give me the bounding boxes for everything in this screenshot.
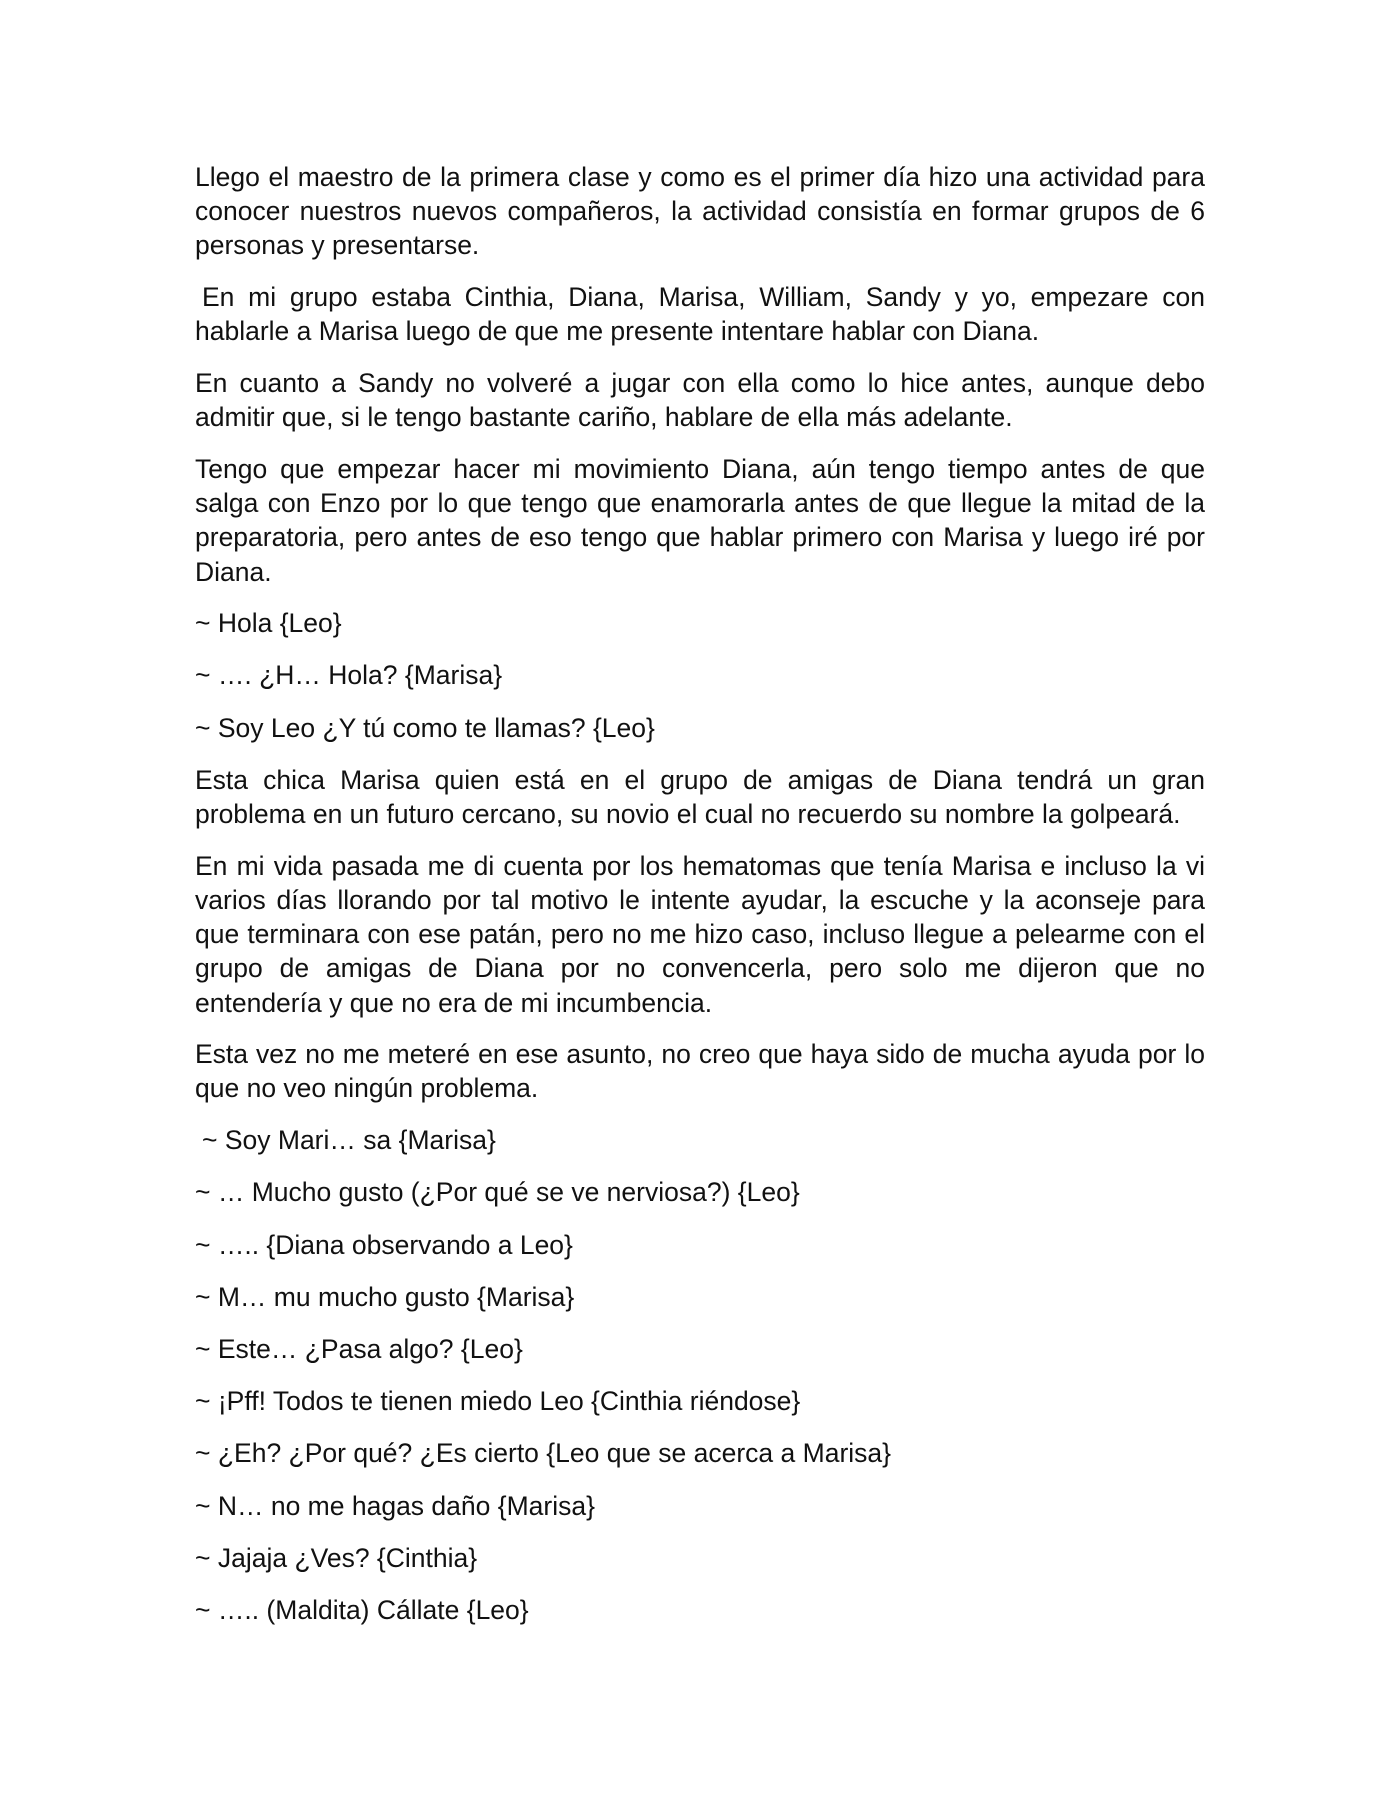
dialogue-line: ~ M… mu mucho gusto {Marisa} bbox=[195, 1281, 575, 1312]
dialogue-line: ~ ….. {Diana observando a Leo} bbox=[195, 1229, 573, 1260]
dialogue-line: ~ Soy Leo ¿Y tú como te llamas? {Leo} bbox=[195, 712, 655, 743]
dialogue-line: ~ N… no me hagas daño {Marisa} bbox=[195, 1490, 595, 1521]
dialogue-line: ~ … Mucho gusto (¿Por qué se ve nerviosa?) {Leo} bbox=[195, 1177, 800, 1208]
dialogue-line: ~ Soy Mari… sa {Marisa} bbox=[202, 1125, 496, 1156]
paragraph: Esta chica Marisa quien está en el grupo de amigas de Diana tendrá un gran problema en un futuro cercano, su novio el cual no recuerdo su nombre la golpeará. bbox=[195, 764, 1205, 830]
dialogue-line: ~ Este… ¿Pasa algo? {Leo} bbox=[195, 1333, 523, 1364]
dialogue-line: ~ Hola {Leo} bbox=[195, 608, 342, 639]
text-body bbox=[195, 160, 1205, 1645]
paragraph: Tengo que empezar hacer mi movimiento Diana, aún tengo tiempo antes de que salga con Enzo por lo que tengo que enamorarla antes de que llegue la mitad de la preparatoria, pero antes de eso tengo que hablar primero con Marisa y luego iré por Diana. bbox=[195, 453, 1205, 587]
paragraph: En cuanto a Sandy no volveré a jugar con ella como lo hice antes, aunque debo admitir que, si le tengo bastante cariño, hablare de ella más adelante. bbox=[195, 368, 1205, 433]
dialogue-line: ~ ¡Pff! Todos te tienen miedo Leo {Cinthia riéndose} bbox=[195, 1386, 801, 1417]
dialogue-line: ~ ….. (Maldita) Cállate {Leo} bbox=[195, 1595, 529, 1625]
dialogue-line: ~ Jajaja ¿Ves? {Cinthia} bbox=[195, 1542, 478, 1573]
dialogue-line: ~ …. ¿H… Hola? {Marisa} bbox=[195, 660, 503, 691]
paragraph: Esta vez no me meteré en ese asunto, no creo que haya sido de mucha ayuda por lo que no veo ningún problema. bbox=[195, 1039, 1205, 1104]
dialogue-line: ~ ¿Eh? ¿Por qué? ¿Es cierto {Leo que se acerca a Marisa} bbox=[195, 1438, 892, 1469]
paragraph: Llego el maestro de la primera clase y como es el primer día hizo una actividad para conocer nuestros nuevos compañeros, la actividad consistía en formar grupos de 6 personas y presentarse. bbox=[195, 162, 1205, 261]
paragraph: En mi vida pasada me di cuenta por los hematomas que tenía Marisa e incluso la vi varios días llorando por tal motivo le intente ayudar, la escuche y la aconseje para que terminara con ese patán, pero no me hizo caso, incluso llegue a pelearme con el grupo de amigas de Diana por no convencerla, pero solo me dijeron que no entendería y que no era de mi incumbencia. bbox=[195, 850, 1205, 1018]
paragraph: En mi grupo estaba Cinthia, Diana, Marisa, William, Sandy y yo, empezare con hablarle a Marisa luego de que me presente intentare hablar con Diana. bbox=[195, 282, 1205, 347]
